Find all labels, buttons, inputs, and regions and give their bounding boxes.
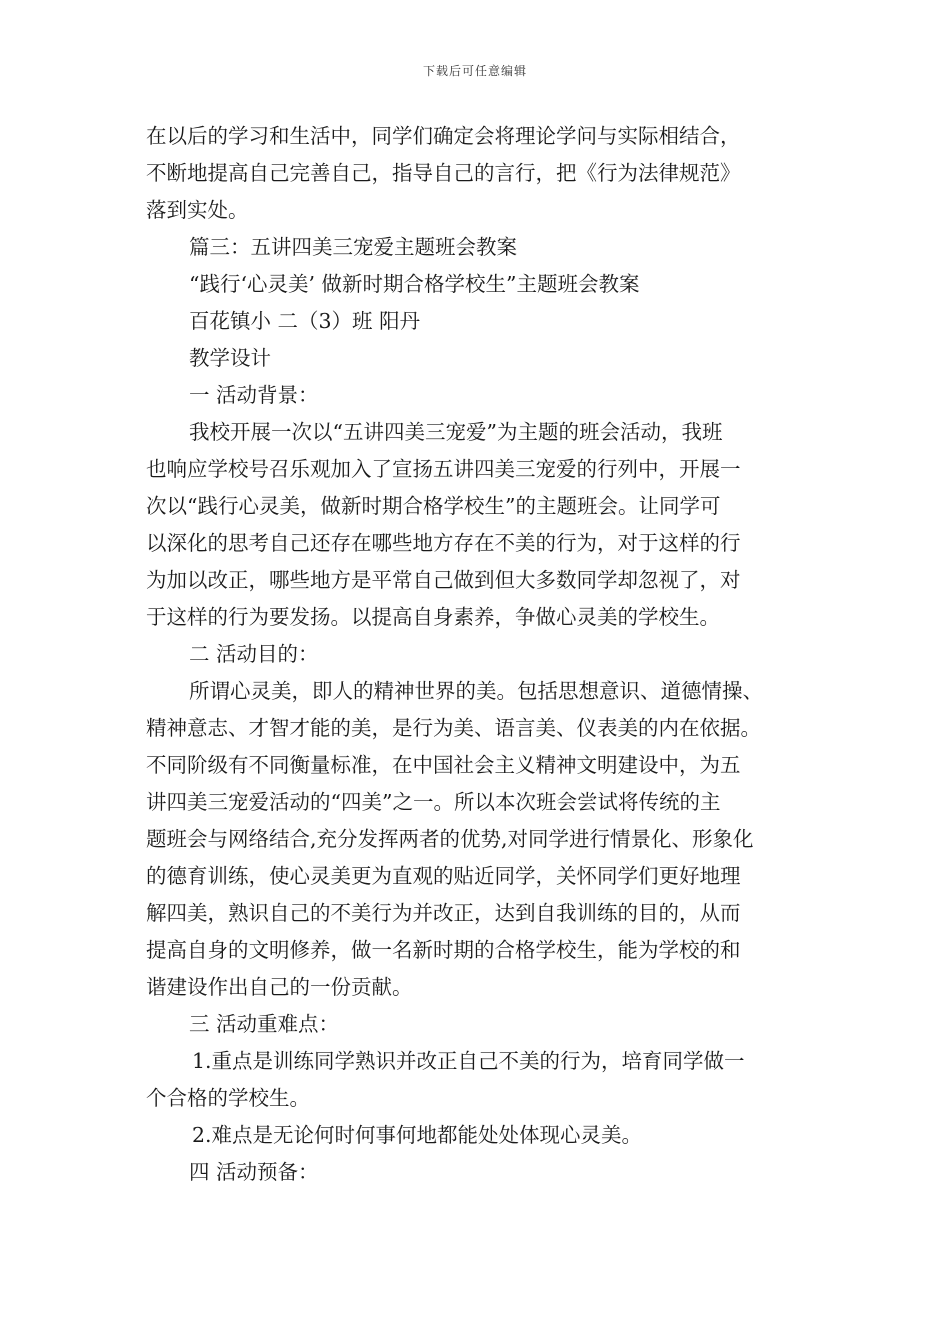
body-line: 个合格的学校生。 — [146, 1086, 310, 1110]
body-line: 谐建设作出自己的一份贡献。 — [146, 975, 413, 999]
body-line: 讲四美三宠爱活动的“四美”之一。所以本次班会尝试将传统的主 — [146, 790, 721, 814]
body-line: 也响应学校号召乐观加入了宣扬五讲四美三宠爱的行列中，开展一 — [146, 457, 741, 481]
body-line: 2.难点是无论何时何事何地都能处处体现心灵美。 — [192, 1123, 643, 1147]
body-line: 的德育训练，使心灵美更为直观的贴近同学，关怀同学们更好地理 — [146, 864, 741, 888]
body-line: 提高自身的文明修养，做一名新时期的合格学校生，能为学校的和 — [146, 938, 741, 962]
body-line: 题班会与网络结合,充分发挥两者的优势,对同学进行情景化、形象化 — [146, 827, 754, 851]
page-header-note: 下载后可任意编辑 — [422, 64, 527, 78]
body-line: 于这样的行为要发扬。以提高自身素养，争做心灵美的学校生。 — [146, 605, 720, 629]
document-body — [146, 118, 806, 1191]
body-line: 落到实处。 — [146, 198, 249, 222]
section-title: 篇三：五讲四美三宠爱主题班会教案 — [189, 235, 517, 259]
body-line: 我校开展一次以“五讲四美三宠爱”为主题的班会活动，我班 — [189, 420, 723, 444]
body-line: 在以后的学习和生活中，同学们确定会将理论学问与实际相结合， — [146, 124, 741, 148]
author-line: 百花镇小 二（3）班 阳丹 — [189, 309, 421, 333]
body-line: 不断地提高自己完善自己，指导自己的言行，把《行为法律规范》 — [146, 161, 741, 185]
lesson-plan-title: “践行‘心灵美’ 做新时期合格学校生”主题班会教案 — [189, 272, 640, 296]
body-line: 精神意志、才智才能的美，是行为美、语言美、仪表美的内在依据。 — [146, 716, 761, 740]
subheading-background: 一 活动背景： — [189, 383, 319, 407]
body-line: 不同阶级有不同衡量标准，在中国社会主义精神文明建设中，为五 — [146, 753, 741, 777]
subheading-purpose: 二 活动目的： — [189, 642, 319, 666]
subheading-preparation: 四 活动预备： — [189, 1160, 319, 1184]
body-line: 为加以改正，哪些地方是平常自己做到但大多数同学却忽视了，对 — [146, 568, 741, 592]
body-line: 以深化的思考自己还存在哪些地方存在不美的行为，对于这样的行 — [146, 531, 741, 555]
body-line: 1.重点是训练同学熟识并改正自己不美的行为，培育同学做一 — [192, 1049, 745, 1073]
subheading-key-points: 三 活动重难点： — [189, 1012, 340, 1036]
body-line: 次以“践行心灵美，做新时期合格学校生”的主题班会。让同学可 — [146, 494, 721, 518]
body-line: 所谓心灵美，即人的精神世界的美。包括思想意识、道德情操、 — [189, 679, 763, 703]
subheading-teaching-design: 教学设计 — [189, 346, 271, 370]
body-line: 解四美，熟识自己的不美行为并改正，达到自我训练的目的，从而 — [146, 901, 741, 925]
